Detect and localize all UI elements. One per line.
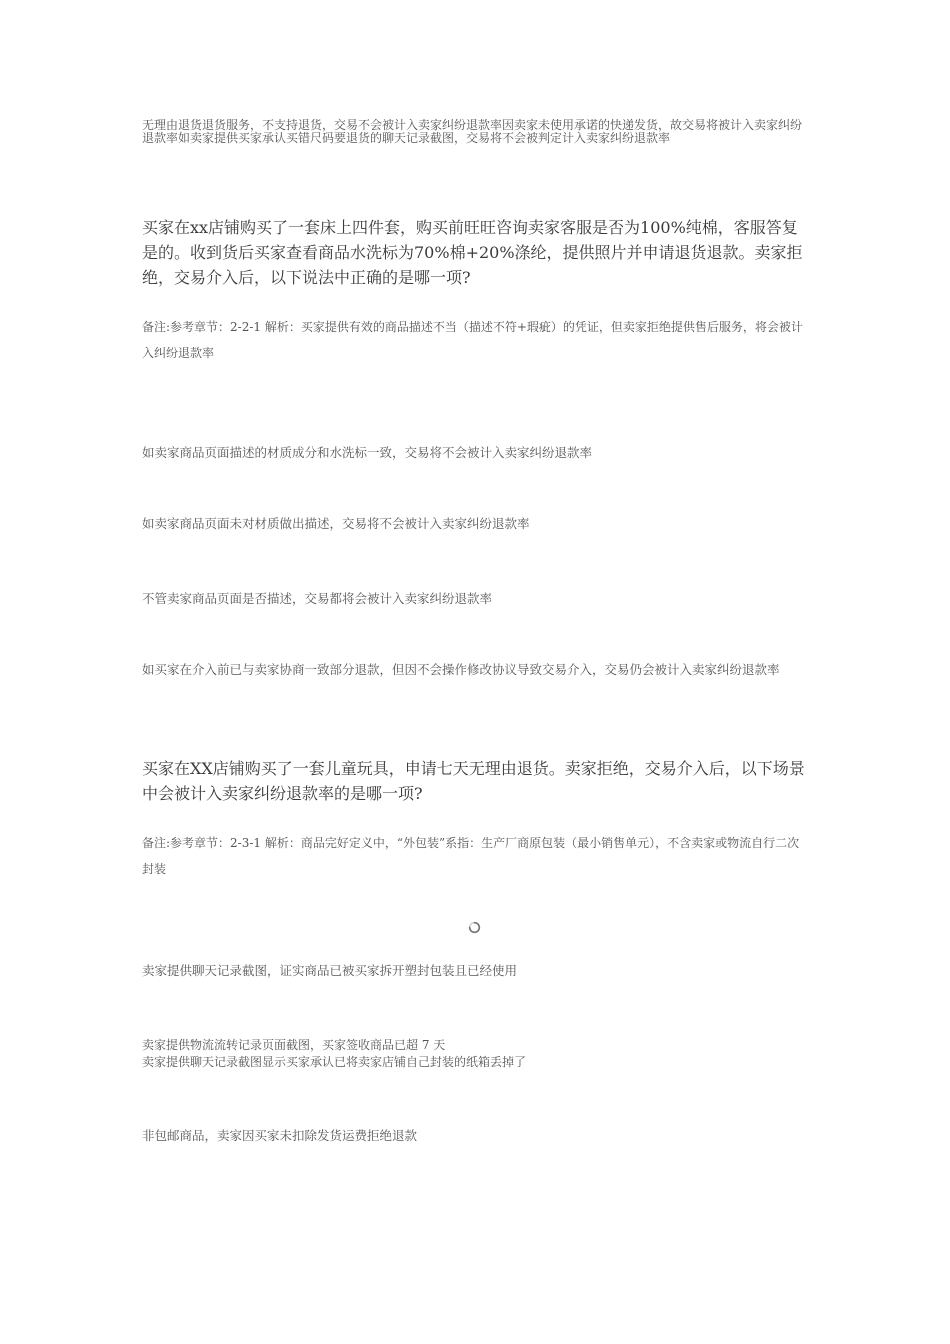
loading-spinner-icon — [468, 921, 481, 934]
question-2: 买家在XX店铺购买了一套儿童玩具，申请七天无理由退货。卖家拒绝，交易介入后，以下场景中会被计入卖家纠纷退款率的是哪一项? — [142, 759, 805, 803]
question-1-option-1: 如卖家商品页面描述的材质成分和水洗标一致，交易将不会被计入卖家纠纷退款率 — [142, 445, 593, 460]
question-2-option-2: 卖家提供物流流转记录页面截图，买家签收商品已超 7 天 — [142, 1038, 446, 1052]
intro-paragraph: 无理由退货退货服务，不支持退货，交易不会被计入卖家纠纷退款率因卖家未使用承诺的快递发货，故交易将被计入卖家纠纷退款率如卖家提供买家承认买错尺码要退货的聊天记录截图，交易将不会被判定计入卖家纠纷退款率 — [142, 118, 803, 145]
question-1-note: 备注:参考章节：2-2-1 解析：买家提供有效的商品描述不当（描述不符+瑕疵）的凭证，但卖家拒绝提供售后服务，将会被计入纠纷退款率 — [142, 320, 803, 360]
question-2-note: 备注:参考章节：2-3-1 解析：商品完好定义中，“外包装”系指：生产厂商原包装（最小销售单元），不含卖家或物流自行二次封装 — [142, 836, 800, 876]
question-2-option-3: 卖家提供聊天记录截图显示买家承认已将卖家店铺自己封装的纸箱丢掉了 — [142, 1055, 527, 1069]
question-1-option-3: 不管卖家商品页面是否描述，交易都将会被计入卖家纠纷退款率 — [142, 591, 493, 606]
question-1-option-2: 如卖家商品页面未对材质做出描述，交易将不会被计入卖家纠纷退款率 — [142, 516, 530, 531]
question-1: 买家在xx店铺购买了一套床上四件套，购买前旺旺咨询卖家客服是否为100%纯棉，客服答复是的。收到货后买家查看商品水洗标为70%棉+20%涤纶，提供照片并申请退货退款。卖家拒绝，交易介入后，以下说法中正确的是哪一项? — [142, 218, 803, 287]
question-1-option-4: 如买家在介入前已与卖家协商一致部分退款，但因不会操作修改协议导致交易介入，交易仍会被计入卖家纠纷退款率 — [142, 662, 780, 677]
question-2-option-1: 卖家提供聊天记录截图，证实商品已被买家拆开塑封包装且已经使用 — [142, 963, 518, 978]
question-2-option-4: 非包邮商品，卖家因买家未扣除发货运费拒绝退款 — [142, 1128, 418, 1143]
